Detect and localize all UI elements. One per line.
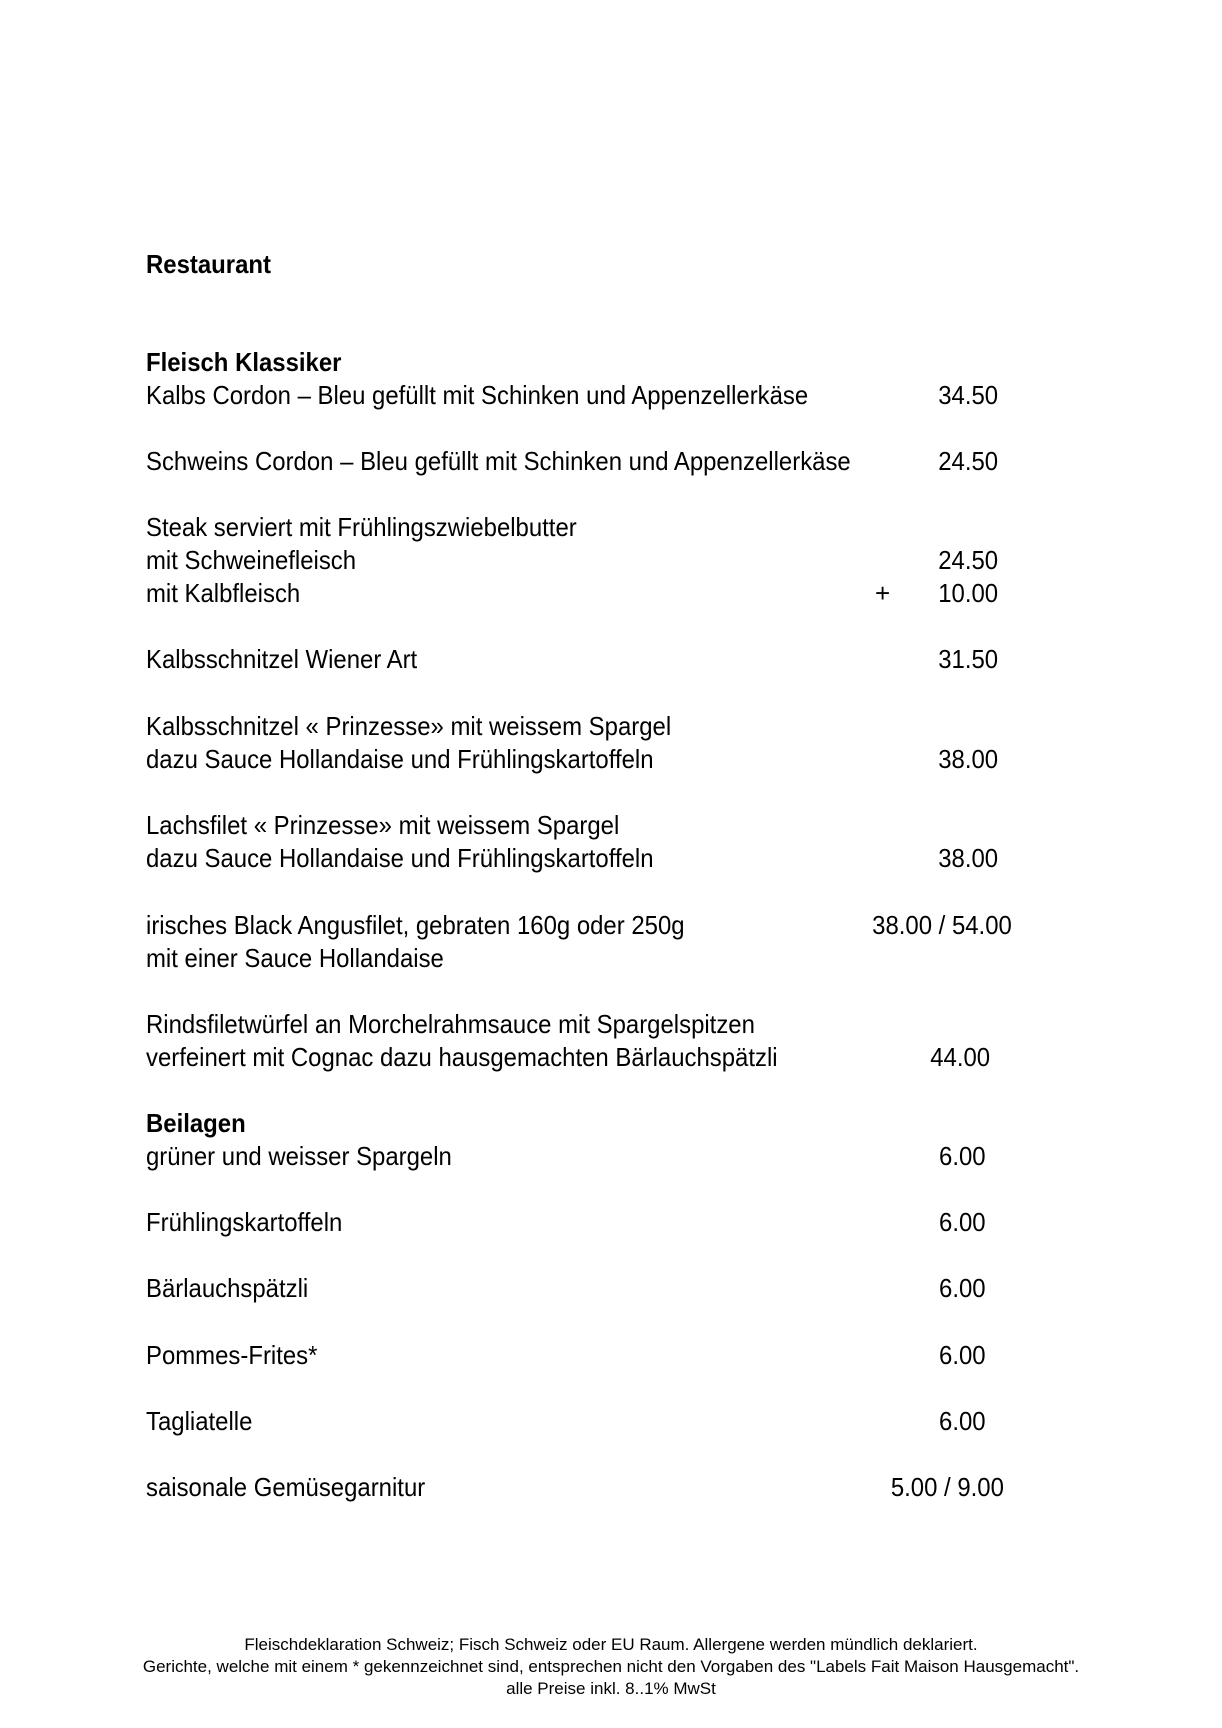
side-dish-name: Pommes-Frites* <box>146 1340 318 1370</box>
menu-item-name: Kalbsschnitzel « Prinzesse» mit weissem Spargel <box>146 711 672 741</box>
menu-item-price: 31.50 <box>938 644 998 674</box>
menu-item-name: Kalbs Cordon – Bleu gefüllt mit Schinken und Appenzellerkäse <box>146 380 809 410</box>
menu-item-price: 38.00 / 54.00 <box>872 910 1012 940</box>
side-dish-price: 6.00 <box>939 1141 986 1171</box>
menu-item-price: 38.00 <box>938 843 998 873</box>
footer-label-note: Gerichte, welche mit einem * gekennzeichnet sind, entsprechen nicht den Vorgaben des "Labels Fait Maison Hausgemacht". <box>142 1657 1080 1676</box>
menu-item-description: verfeinert mit Cognac dazu hausgemachten Bärlauchspätzli <box>146 1042 778 1072</box>
footer-declaration: Fleischdeklaration Schweiz; Fisch Schweiz oder EU Raum. Allergene werden mündlich deklariert. <box>244 1635 978 1654</box>
menu-item-price: 24.50 <box>938 545 998 575</box>
menu-item-name: irisches Black Angusfilet, gebraten 160g oder 250g <box>146 910 685 940</box>
footer-vat-note: alle Preise inkl. 8..1% MwSt <box>506 1679 716 1698</box>
menu-item-name: Steak serviert mit Frühlingszwiebelbutter <box>146 512 577 542</box>
section-heading-fleisch-klassiker: Fleisch Klassiker <box>146 347 342 377</box>
surcharge-plus-sign: + <box>875 578 891 608</box>
menu-item-name: Kalbsschnitzel Wiener Art <box>146 644 418 674</box>
menu-item-description: dazu Sauce Hollandaise und Frühlingskartoffeln <box>146 843 654 873</box>
menu-item-name: Schweins Cordon – Bleu gefüllt mit Schinken und Appenzellerkäse <box>146 446 851 476</box>
menu-item-option: mit Schweinefleisch <box>146 545 357 575</box>
page-title: Restaurant <box>146 249 271 279</box>
menu-item-price: 24.50 <box>938 446 998 476</box>
menu-item-option: mit Kalbfleisch <box>146 578 301 608</box>
side-dish-price: 6.00 <box>939 1273 986 1303</box>
menu-item-price: 10.00 <box>938 578 998 608</box>
side-dish-price: 5.00 / 9.00 <box>890 1472 1004 1502</box>
menu-item-price: 38.00 <box>938 744 998 774</box>
side-dish-price: 6.00 <box>939 1406 986 1436</box>
menu-item-price: 44.00 <box>930 1042 990 1072</box>
menu-item-name: Lachsfilet « Prinzesse» mit weissem Spargel <box>146 810 620 840</box>
menu-item-description: dazu Sauce Hollandaise und Frühlingskartoffeln <box>146 744 654 774</box>
side-dish-name: saisonale Gemüsegarnitur <box>146 1472 426 1502</box>
side-dish-price: 6.00 <box>939 1207 986 1237</box>
side-dish-name: Tagliatelle <box>146 1406 253 1436</box>
side-dish-price: 6.00 <box>939 1340 986 1370</box>
menu-item-name: Rindsfiletwürfel an Morchelrahmsauce mit Spargelspitzen <box>146 1009 755 1039</box>
menu-item-description: mit einer Sauce Hollandaise <box>146 943 444 973</box>
side-dish-name: grüner und weisser Spargeln <box>146 1141 452 1171</box>
section-heading-beilagen: Beilagen <box>146 1108 246 1138</box>
side-dish-name: Frühlingskartoffeln <box>146 1207 343 1237</box>
side-dish-name: Bärlauchspätzli <box>146 1273 309 1303</box>
menu-item-price: 34.50 <box>938 380 998 410</box>
